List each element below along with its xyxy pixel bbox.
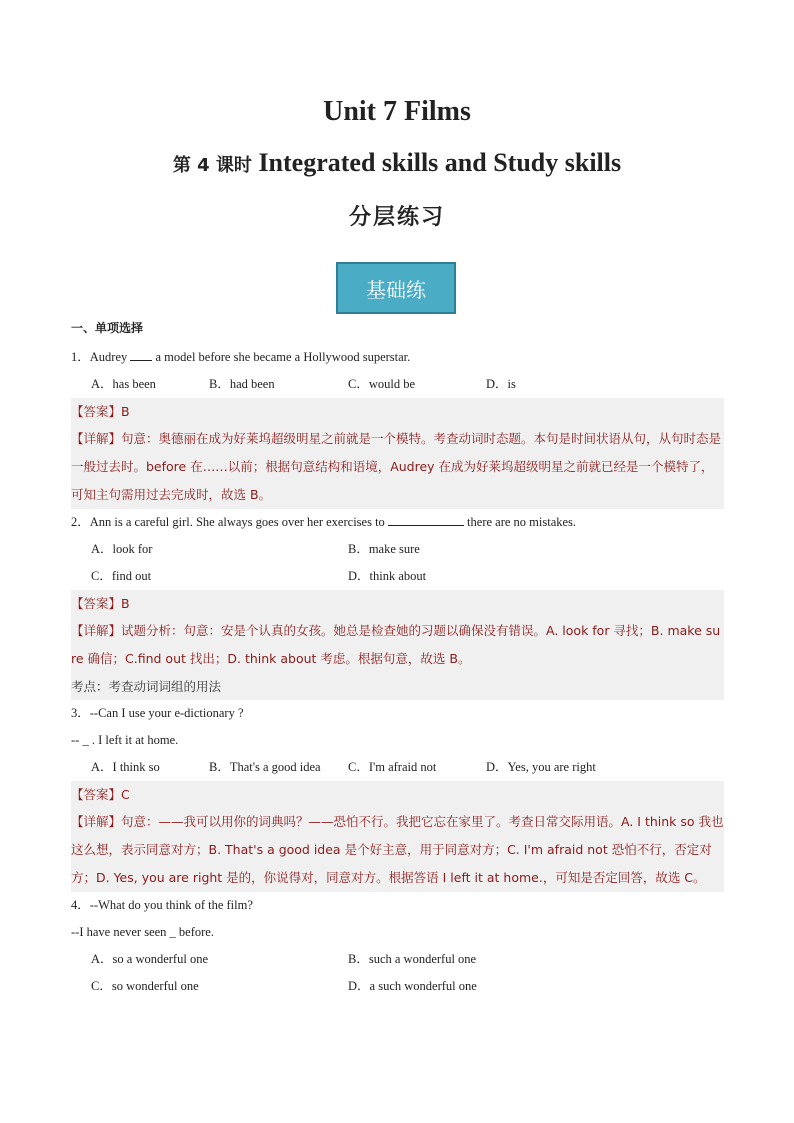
answer-block xyxy=(71,781,724,892)
option-d: D．Yes, you are right xyxy=(486,760,596,774)
analysis-label: 【详解】 xyxy=(71,623,122,638)
analysis xyxy=(71,425,724,509)
option-a: A．so a wonderful one xyxy=(91,952,208,966)
analysis xyxy=(71,808,724,892)
question-stem xyxy=(71,509,724,536)
stem-text: 1．Audrey xyxy=(71,350,131,364)
question-stem-reply: --I have never seen _ before. xyxy=(71,925,214,939)
option-c: C．find out xyxy=(91,569,152,583)
analysis-label: 【详解】 xyxy=(71,814,122,829)
question-2 xyxy=(71,509,724,700)
knowledge-point: 考点：考查动词词组的用法 xyxy=(71,679,222,694)
option-b: B．That's a good idea xyxy=(209,760,321,774)
option-c: C．would be xyxy=(348,377,416,391)
analysis-label: 【详解】 xyxy=(71,431,122,446)
level-badge: 基础练 xyxy=(336,262,456,314)
question-3 xyxy=(71,700,724,892)
analysis-text: 句意：奥德丽在成为好莱坞超级明星之前就是一个模特。考查动词时态题。本句是时间状语从句，从句时态是一般过去时。before 在……以前；根据句意结构和语境，Audrey 在成为好莱坞超级明星之前就已经是一个模特了，可知主句需用过去完成时，故选 B。 xyxy=(71,431,722,502)
lesson-name: Integrated skills and Study skills xyxy=(251,148,622,177)
option-b: B．had been xyxy=(209,377,275,391)
option-d: D．think about xyxy=(348,569,427,583)
answer-key: 【答案】B xyxy=(71,404,130,419)
section-heading: 一、单项选择 xyxy=(71,321,144,335)
option-a: A．I think so xyxy=(91,760,160,774)
answer-block xyxy=(71,590,724,700)
question-stem-reply: -- _ . I left it at home. xyxy=(71,733,179,747)
answer-blank xyxy=(388,511,464,526)
option-d: D．a such wonderful one xyxy=(348,979,477,993)
options-row xyxy=(71,563,724,590)
exercise-content xyxy=(71,316,724,1000)
lesson-title xyxy=(0,148,794,178)
stem-text: a model before she became a Hollywood superstar. xyxy=(152,350,411,364)
answer-block xyxy=(71,398,724,509)
options-row xyxy=(71,371,724,398)
analysis-text: 试题分析：句意：安是个认真的女孩。她总是检查她的习题以确保没有错误。A. look for 寻找；B. make sure 确信；C.find out 找出；D. think about 考虑。根据句意，故选 B。 xyxy=(71,623,721,666)
option-a: A．look for xyxy=(91,542,153,556)
option-d: D．is xyxy=(486,377,516,391)
options-row xyxy=(71,946,724,973)
question-stem: 4．--What do you think of the film? xyxy=(71,898,253,912)
option-c: C．so wonderful one xyxy=(91,979,199,993)
stem-text: there are no mistakes. xyxy=(463,515,577,529)
options-row xyxy=(71,754,724,781)
page-subtitle: 分层练习 xyxy=(348,205,445,230)
options-row xyxy=(71,536,724,563)
answer-blank xyxy=(130,346,152,361)
analysis-text: 句意：——我可以用你的词典吗？——恐怕不行。我把它忘在家里了。考查日常交际用语。A. I think so 我也这么想，表示同意对方；B. That's a good idea 是个好主意，用于同意对方；C. I'm afraid not 恐怕不行，否定对方；D. Yes, you are right 是的，你说得对，同意对方。根据答语 I left it at home.，可知是否定回答，故选 C。 xyxy=(71,814,724,885)
answer-key: 【答案】B xyxy=(71,596,130,611)
stem-text: 2．Ann is a careful girl. She always goes over her exercises to xyxy=(71,515,388,529)
question-1 xyxy=(71,344,724,509)
option-a: A．has been xyxy=(91,377,156,391)
options-row xyxy=(71,973,724,1000)
option-b: B．make sure xyxy=(348,542,420,556)
question-stem: 3．--Can I use your e-dictionary ? xyxy=(71,706,244,720)
option-c: C．I'm afraid not xyxy=(348,760,437,774)
option-b: B．such a wonderful one xyxy=(348,952,477,966)
lesson-prefix: 第 4 课时 xyxy=(172,155,252,176)
question-4 xyxy=(71,892,724,1000)
analysis xyxy=(71,617,724,673)
answer-key: 【答案】C xyxy=(71,787,130,802)
unit-title: Unit 7 Films xyxy=(323,96,471,127)
question-stem xyxy=(71,344,724,371)
